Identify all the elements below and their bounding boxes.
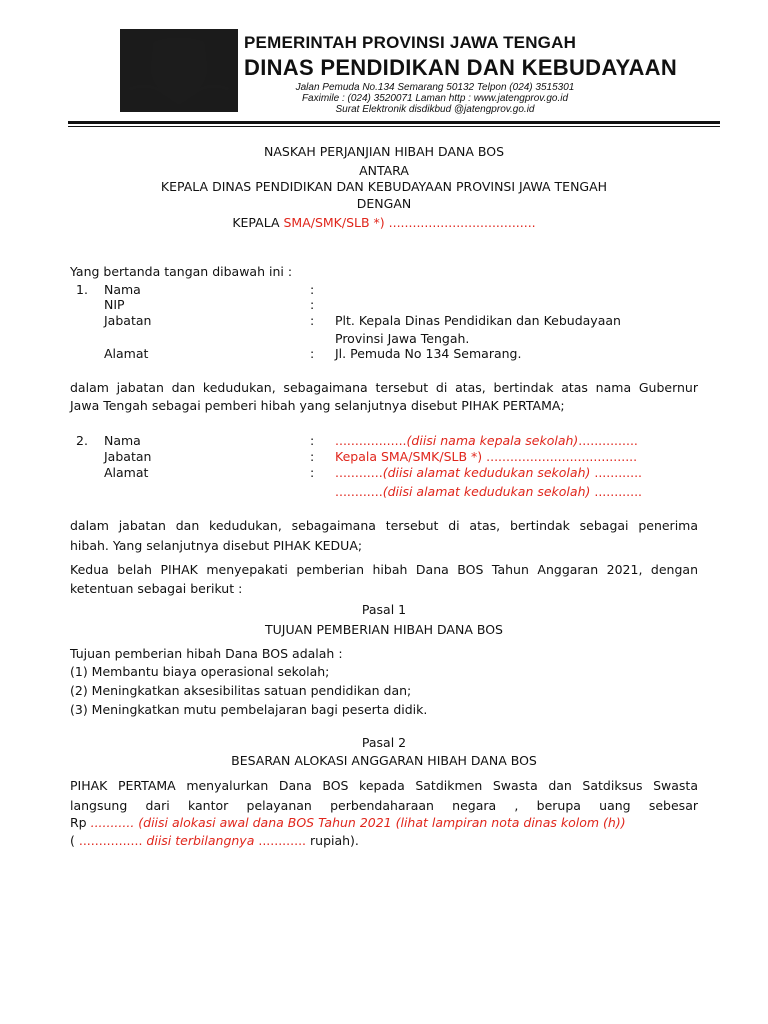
pasal1-item: (2) Meningkatkan aksesibilitas satuan pendidikan dan; (70, 683, 412, 698)
pasal1-heading: TUJUAN PEMBERIAN HIBAH DANA BOS (265, 622, 503, 637)
intro-text: Yang bertanda tangan dibawah ini : (70, 264, 293, 279)
title-party-one: KEPALA DINAS PENDIDIKAN DAN KEBUDAYAAN PROVINSI JAWA TENGAH (160, 179, 608, 194)
party2-jabatan-label: Jabatan (104, 449, 152, 464)
party1-alamat-colon: : (310, 346, 315, 361)
pasal1-item: (3) Meningkatkan mutu pembelajaran bagi peserta didik. (70, 702, 428, 717)
header-email: Surat Elektronik disdikbud @jatengprov.go.id (335, 104, 535, 115)
party1-name-label: Nama (104, 282, 141, 297)
party1-nip-colon: : (310, 297, 315, 312)
party2-alamat-field[interactable]: ............(diisi alamat kedudukan sekolah) ............ (335, 465, 643, 480)
paragraph-first-party-line1: dalam jabatan dan kedudukan, sebagaimana tersebut di atas, bertindak atas nama Gubernur (70, 380, 698, 395)
party2-alamat-colon: : (310, 465, 315, 480)
pasal2-amount-field[interactable]: ........... (diisi alokasi awal dana BOS Tahun 2021 (lihat lampiran nota dinas kolom (h)) (90, 815, 626, 830)
title-with: DENGAN (356, 196, 412, 211)
pasal2-line2: langsung dari kantor pelayanan perbendaharaan negara , berupa uang sebesar (70, 798, 698, 813)
party2-name-field[interactable]: ..................(diisi nama kepala sekolah)............... (335, 433, 638, 448)
party2-name-label: Nama (104, 433, 141, 448)
pasal1-item: (1) Membantu biaya operasional sekolah; (70, 664, 330, 679)
party1-number: 1. (76, 282, 88, 297)
party1-alamat-value: Jl. Pemuda No 134 Semarang. (335, 346, 522, 361)
pasal2-amount-line: Rp ........... (diisi alokasi awal dana BOS Tahun 2021 (lihat lampiran nota dinas kolom (h)) (70, 815, 626, 830)
logo-overlay (120, 29, 238, 112)
title-between: ANTARA (359, 163, 409, 178)
paragraph-agreement-line1: Kedua belah PIHAK menyepakati pemberian hibah Dana BOS Tahun Anggaran 2021, dengan (70, 562, 698, 577)
party2-jabatan-field[interactable]: Kepala SMA/SMK/SLB *) ...................................... (335, 449, 638, 464)
header-contact: Faximile : (024) 3520071 Laman http : www.jatengprov.go.id (301, 93, 569, 104)
party1-name-colon: : (310, 282, 315, 297)
party1-jabatan-label: Jabatan (104, 313, 152, 328)
pasal2-terbilang-field[interactable]: diisi terbilangnya (142, 833, 259, 848)
pasal1-label: Pasal 1 (361, 602, 407, 617)
paragraph-agreement-line2: ketentuan sebagai berikut : (70, 581, 243, 596)
title-party-two: KEPALA SMA/SMK/SLB *) ..................................... (232, 215, 536, 230)
header-government-name: PEMERINTAH PROVINSI JAWA TENGAH (244, 33, 577, 52)
party1-jabatan-value-cont: Provinsi Jawa Tengah. (335, 331, 470, 346)
party2-number: 2. (76, 433, 88, 448)
letterhead-thin-rule (68, 126, 720, 127)
pasal2-line1: PIHAK PERTAMA menyalurkan Dana BOS kepada Satdikmen Swasta dan Satdiksus Swasta (70, 778, 698, 793)
document-title: NASKAH PERJANJIAN HIBAH DANA BOS (263, 144, 505, 159)
party2-jabatan-colon: : (310, 449, 315, 464)
pasal2-heading: BESARAN ALOKASI ANGGARAN HIBAH DANA BOS (231, 753, 537, 768)
header-agency-name: DINAS PENDIDIKAN DAN KEBUDAYAAN (244, 55, 678, 80)
pasal1-intro: Tujuan pemberian hibah Dana BOS adalah : (70, 646, 343, 661)
party1-nip-label: NIP (104, 297, 125, 312)
party2-alamat-label: Alamat (104, 465, 149, 480)
party2-name-colon: : (310, 433, 315, 448)
pasal2-label: Pasal 2 (361, 735, 407, 750)
party2-alamat-field-cont[interactable]: ............(diisi alamat kedudukan sekolah) ............ (335, 484, 643, 499)
letterhead-thick-rule (68, 121, 720, 124)
party1-jabatan-value: Plt. Kepala Dinas Pendidikan dan Kebudayaan (335, 313, 621, 328)
party1-alamat-label: Alamat (104, 346, 149, 361)
paragraph-second-party-line2: hibah. Yang selanjutnya disebut PIHAK KEDUA; (70, 538, 363, 553)
party1-jabatan-colon: : (310, 313, 315, 328)
pasal2-terbilang-line: ( ................ diisi terbilangnya ............ rupiah). (70, 833, 359, 848)
header-address: Jalan Pemuda No.134 Semarang 50132 Telpon (024) 3515301 (295, 82, 575, 93)
paragraph-first-party-line2: Jawa Tengah sebagai pemberi hibah yang selanjutnya disebut PIHAK PERTAMA; (70, 398, 565, 413)
paragraph-second-party-line1: dalam jabatan dan kedudukan, sebagaimana tersebut di atas, bertindak sebagai penerima (70, 518, 698, 533)
